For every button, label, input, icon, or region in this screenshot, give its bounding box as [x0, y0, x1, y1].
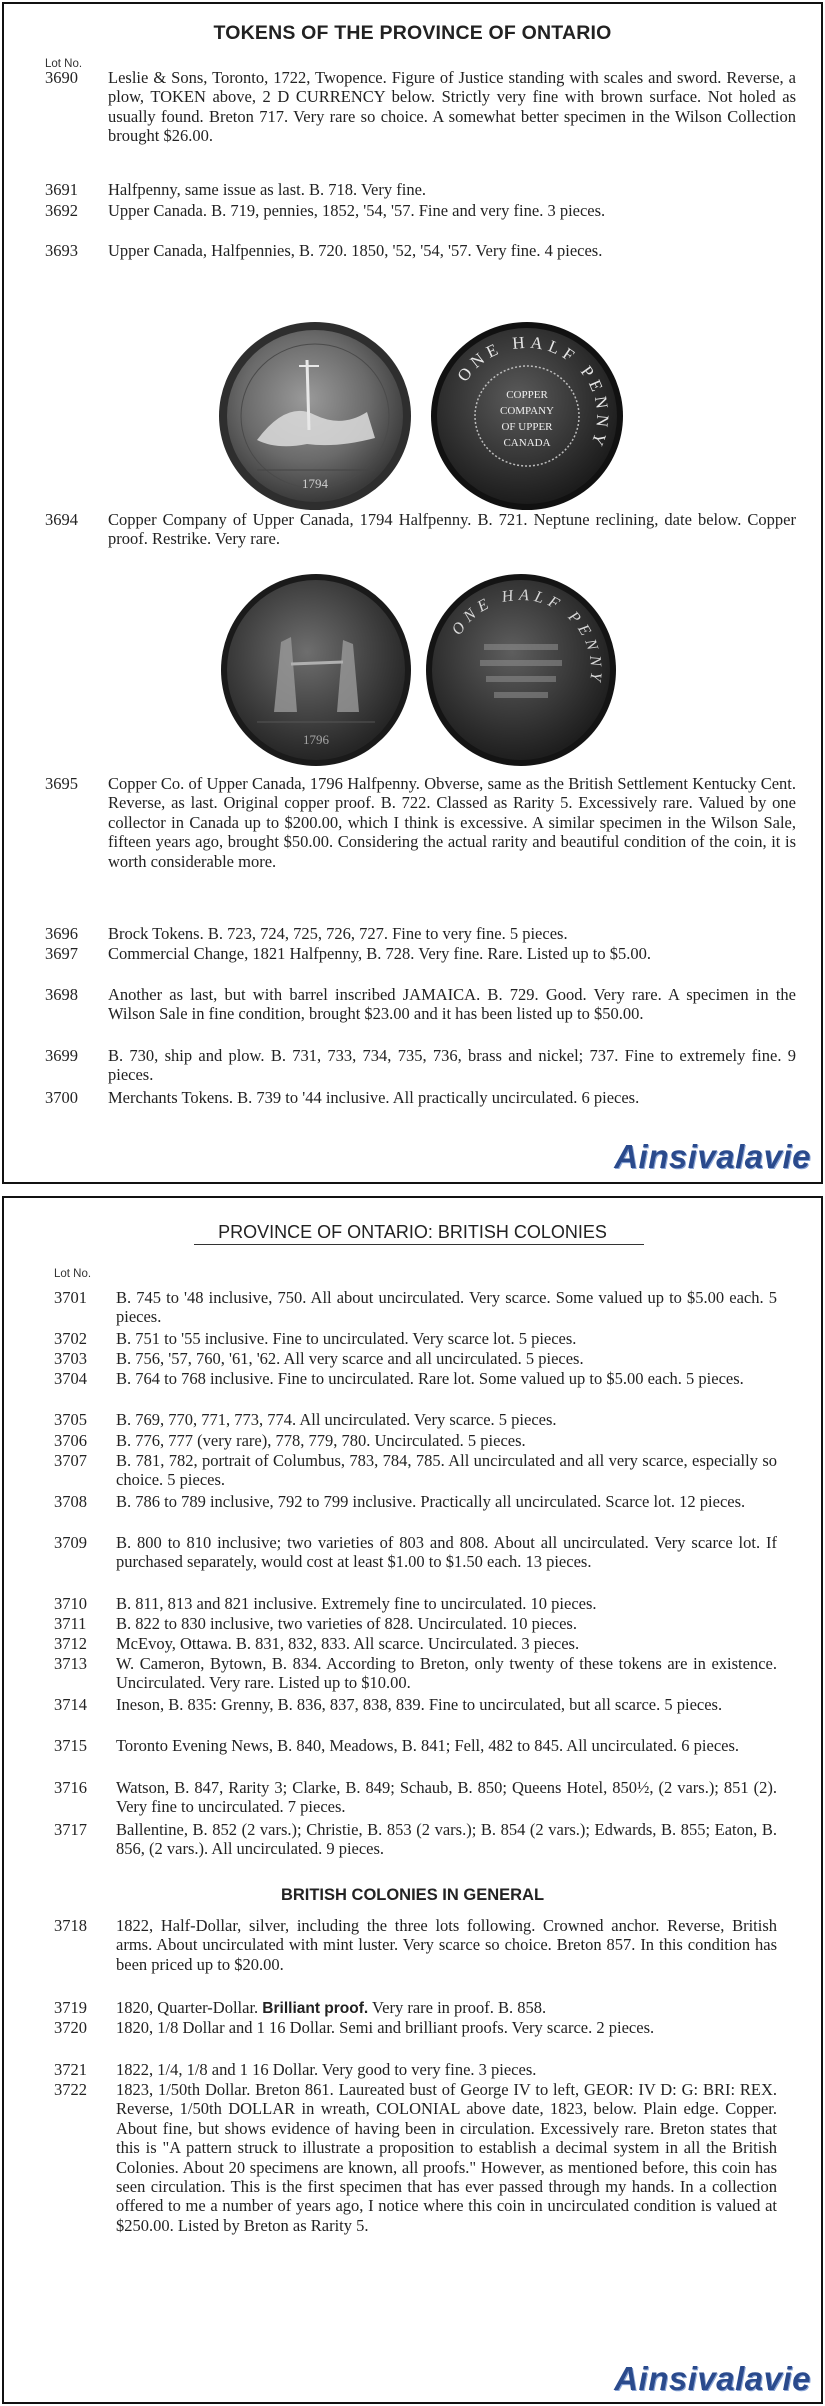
lot-number: 3717	[54, 1820, 87, 1839]
lot-description: B. 745 to '48 inclusive, 750. All about uncirculated. Very scarce. Some valued up to $5.00 each. 5 pieces.	[116, 1288, 777, 1327]
lot-number: 3710	[54, 1594, 87, 1613]
lot-description: Copper Company of Upper Canada, 1794 Halfpenny. B. 721. Neptune reclining, date below. Copper proof. Restrike. Very rare.	[108, 510, 796, 549]
lot-description	[116, 1998, 777, 2018]
section-heading: BRITISH COLONIES IN GENERAL	[280, 1886, 545, 1904]
lot-number: 3700	[45, 1088, 78, 1107]
lot-number: 3703	[54, 1349, 87, 1368]
lot-description: Toronto Evening News, B. 840, Meadows, B. 841; Fell, 482 to 845. All uncirculated. 6 pieces.	[116, 1736, 740, 1755]
lot-description: Copper Co. of Upper Canada, 1796 Halfpenny. Obverse, same as the British Settlement Kentucky Cent. Reverse, as last. Original copper proof. B. 722. Classed as Rarity 5. Excessively rare. Valued by one collector in Canada up to $200.00, which I think is excessive. A similar specimen in the Wilson Sale, fifteen years ago, brought $50.00. Considering the actual rarity and beautiful condition of the coin, it is worth considerable more.	[108, 774, 796, 871]
lot-number: 3690	[45, 68, 78, 87]
lot-number: 3720	[54, 2018, 87, 2037]
coin-1794-obverse-image	[217, 320, 413, 512]
lot-description: Upper Canada, Halfpennies, B. 720. 1850, '52, '54, '57. Very fine. 4 pieces.	[108, 241, 603, 260]
lot-number: 3699	[45, 1046, 78, 1065]
lot-number: 3722	[54, 2080, 87, 2099]
lot-text-part: 1820, Quarter-Dollar.	[116, 1998, 263, 2017]
lot-no-label: Lot No.	[54, 1268, 92, 1280]
lot-number: 3712	[54, 1634, 87, 1653]
lot-number: 3721	[54, 2060, 87, 2079]
watermark-logo: Ainsivalavie	[614, 2360, 811, 2397]
coin-rim-legend: ONE HALF PENNY	[448, 586, 605, 687]
lot-number: 3711	[54, 1614, 87, 1633]
lot-number: 3719	[54, 1998, 87, 2017]
page-title: PROVINCE OF ONTARIO: BRITISH COLONIES	[218, 1222, 607, 1242]
coin-center-line: COMPANY	[499, 405, 555, 417]
lot-description: Brock Tokens. B. 723, 724, 725, 726, 727. Fine to very fine. 5 pieces.	[108, 924, 568, 943]
lot-description: Watson, B. 847, Rarity 3; Clarke, B. 849; Schaub, B. 850; Queens Hotel, 850½, (2 vars.); 851 (2). Very fine to uncirculated. 7 pieces.	[116, 1778, 777, 1817]
lot-description: W. Cameron, Bytown, B. 834. According to Breton, only twenty of these tokens are in existence. Uncirculated. Very rare. Listed up to $10.00.	[116, 1654, 777, 1693]
lot-description: B. 800 to 810 inclusive; two varieties of 803 and 808. About all uncirculated. Very scarce lot. If purchased separately, would cost at least $1.00 to $1.50 each. 13 pieces.	[116, 1533, 777, 1572]
lot-description: Commercial Change, 1821 Halfpenny, B. 728. Very fine. Rare. Listed up to $5.00.	[108, 944, 652, 963]
lot-number: 3697	[45, 944, 78, 963]
lot-description: B. 756, '57, 760, '61, '62. All very scarce and all uncirculated. 5 pieces.	[116, 1349, 584, 1368]
lot-number: 3705	[54, 1410, 87, 1429]
lot-number: 3709	[54, 1533, 87, 1552]
coin-date: 1794	[302, 476, 328, 491]
lot-number: 3718	[54, 1916, 87, 1935]
lot-description: Halfpenny, same issue as last. B. 718. Very fine.	[108, 180, 427, 199]
coin-center-line: CANADA	[503, 437, 551, 449]
lot-description: B. 751 to '55 inclusive. Fine to uncirculated. Very scarce lot. 5 pieces.	[116, 1329, 577, 1348]
lot-number: 3706	[54, 1431, 87, 1450]
lot-number: 3704	[54, 1369, 87, 1388]
lot-text-part: Very rare in proof. B. 858.	[368, 1998, 547, 2017]
lot-description: 1820, 1/8 Dollar and 1 16 Dollar. Semi and brilliant proofs. Very scarce. 2 pieces.	[116, 2018, 655, 2037]
lot-number: 3698	[45, 985, 78, 1004]
lot-description: Merchants Tokens. B. 739 to '44 inclusive. All practically uncirculated. 6 pieces.	[108, 1088, 640, 1107]
lot-description: Ineson, B. 835: Grenny, B. 836, 837, 838, 839. Fine to uncirculated, but all scarce. 5 pieces.	[116, 1695, 723, 1714]
lot-description: B. 781, 782, portrait of Columbus, 783, 784, 785. All uncirculated and all very scarce, especially so choice. 5 pieces.	[116, 1451, 777, 1490]
coin-1796-reverse-image	[424, 572, 618, 768]
lot-number: 3701	[54, 1288, 87, 1307]
lot-no-label: Lot No.	[45, 58, 83, 70]
lot-number: 3693	[45, 241, 78, 260]
lot-number: 3707	[54, 1451, 87, 1470]
lot-description: Upper Canada. B. 719, pennies, 1852, '54, '57. Fine and very fine. 3 pieces.	[108, 201, 606, 220]
lot-number: 3716	[54, 1778, 87, 1797]
coin-center-line: OF UPPER	[501, 421, 553, 433]
coin-1796-obverse-image	[219, 572, 413, 768]
lot-description: B. 730, ship and plow. B. 731, 733, 734, 735, 736, brass and nickel; 737. Fine to extremely fine. 9 pieces.	[108, 1046, 796, 1085]
lot-description: B. 764 to 768 inclusive. Fine to uncirculated. Rare lot. Some valued up to $5.00 each. 5 pieces.	[116, 1369, 744, 1388]
lot-description: B. 786 to 789 inclusive, 792 to 799 inclusive. Practically all uncirculated. Scarce lot. 12 pieces.	[116, 1492, 746, 1511]
catalog-page-2	[2, 1196, 823, 2404]
lot-number: 3696	[45, 924, 78, 943]
title-underline	[194, 1244, 644, 1245]
page-title: TOKENS OF THE PROVINCE OF ONTARIO	[213, 22, 612, 44]
watermark-logo: Ainsivalavie	[614, 1138, 811, 1175]
lot-description: Another as last, but with barrel inscribed JAMAICA. B. 729. Good. Very rare. A specimen in the Wilson Sale in fine condition, brought $23.00 and it has been listed up to $50.00.	[108, 985, 796, 1024]
lot-number: 3702	[54, 1329, 87, 1348]
lot-description: Ballentine, B. 852 (2 vars.); Christie, B. 853 (2 vars.); B. 854 (2 vars.); Edwards, B. 855; Eaton, B. 856, (2 vars.). All uncirculated. 9 pieces.	[116, 1820, 777, 1859]
lot-number: 3715	[54, 1736, 87, 1755]
lot-description: B. 811, 813 and 821 inclusive. Extremely fine to uncirculated. 10 pieces.	[116, 1594, 597, 1613]
lot-number: 3692	[45, 201, 78, 220]
lot-description: B. 769, 770, 771, 773, 774. All uncirculated. Very scarce. 5 pieces.	[116, 1410, 557, 1429]
catalog-page-1	[2, 2, 823, 1184]
lot-description: Leslie & Sons, Toronto, 1722, Twopence. Figure of Justice standing with scales and sword. Reverse, a plow, TOKEN above, 2 D CURRENCY below. Strictly very fine with brown surface. Not holed as usually found. Breton 717. Very rare so choice. A somewhat better specimen in the Wilson Collection brought $26.00.	[108, 68, 796, 146]
lot-number: 3708	[54, 1492, 87, 1511]
coin-date: 1796	[303, 732, 329, 747]
lot-description: B. 822 to 830 inclusive, two varieties of 828. Uncirculated. 10 pieces.	[116, 1614, 577, 1633]
coin-1794-reverse-image	[429, 320, 625, 512]
lot-description: B. 776, 777 (very rare), 778, 779, 780. Uncirculated. 5 pieces.	[116, 1431, 526, 1450]
lot-number: 3695	[45, 774, 78, 793]
lot-description: 1822, Half-Dollar, silver, including the three lots following. Crowned anchor. Reverse, British arms. About uncirculated with mint luster. Very scarce so choice. Breton 857. In this condition has been priced up to $20.00.	[116, 1916, 777, 1974]
lot-text-emphasis: Brilliant proof.	[262, 2000, 369, 2017]
lot-number: 3694	[45, 510, 78, 529]
lot-number: 3714	[54, 1695, 87, 1714]
lot-description: McEvoy, Ottawa. B. 831, 832, 833. All scarce. Uncirculated. 3 pieces.	[116, 1634, 580, 1653]
lot-description: 1822, 1/4, 1/8 and 1 16 Dollar. Very good to very fine. 3 pieces.	[116, 2060, 537, 2079]
lot-number: 3713	[54, 1654, 87, 1673]
coin-center-line: COPPER	[506, 389, 548, 401]
lot-description: 1823, 1/50th Dollar. Breton 861. Laureated bust of George IV to left, GEOR: IV D: G: BRI: REX. Reverse, 1/50th DOLLAR in wreath, COLONIAL above date, 1823, below. Plain edge. Copper. About fine, but shows evidence of having been in circulation. Excessively rare. Breton states that this is "A pattern struck to illustrate a proposition to establish a decimal system in all the British Colonies. About 20 specimens are known, all proofs." However, as mentioned before, this coin has seen circulation. This is the first specimen that has ever passed through my hands. In a collection offered to me a number of years ago, I notice where this coin in uncirculated condition is valued at $250.00. Listed by Breton as Rarity 5.	[116, 2080, 777, 2235]
coin-rim-legend: ONE HALF PENNY	[453, 332, 613, 454]
lot-number: 3691	[45, 180, 78, 199]
